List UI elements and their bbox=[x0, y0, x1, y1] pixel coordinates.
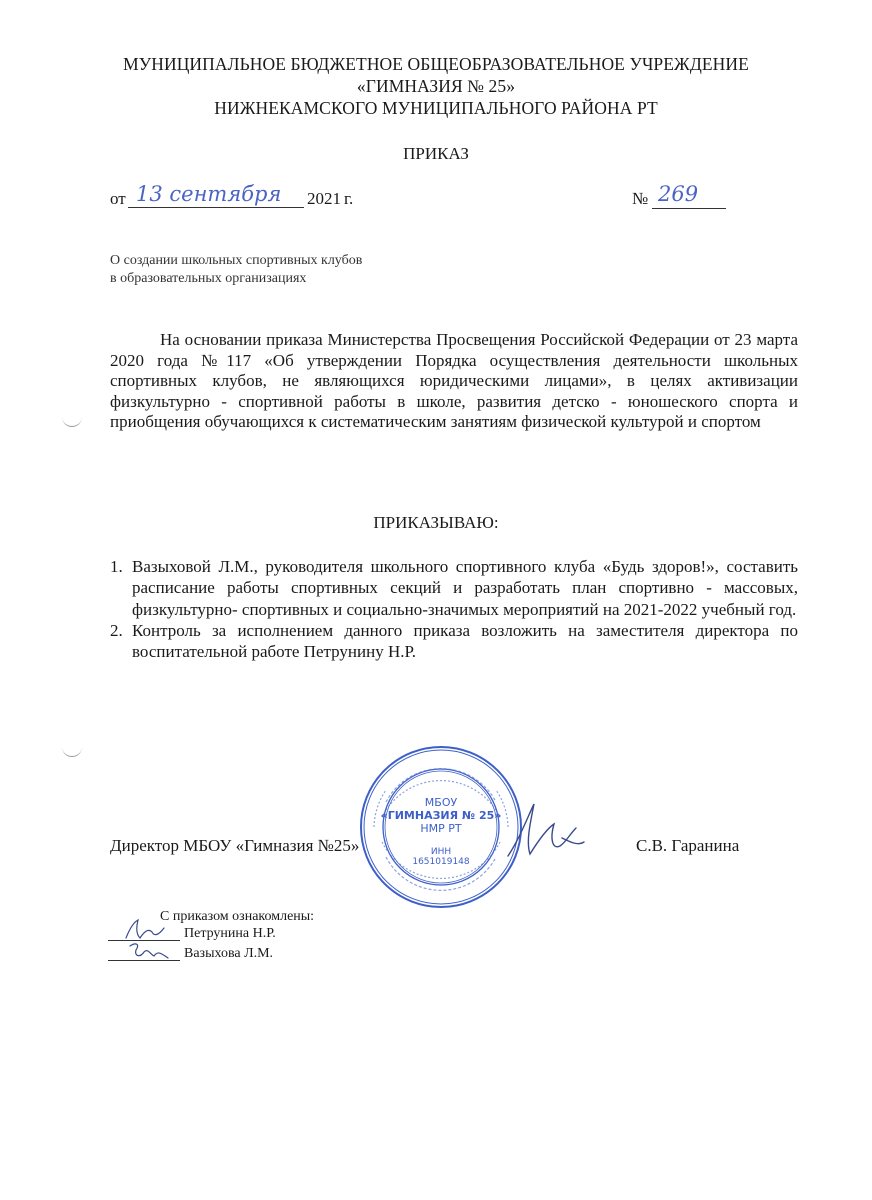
list-item bbox=[110, 556, 798, 620]
stamp-line3: НМР РТ bbox=[420, 822, 462, 835]
director-signature bbox=[500, 798, 590, 868]
stamp-line4: ИНН bbox=[430, 847, 452, 857]
signatory-position: Директор МБОУ «Гимназия №25» bbox=[110, 836, 360, 855]
stamp-line1: МБОУ bbox=[424, 796, 458, 809]
org-name-line3: НИЖНЕКАМСКОГО МУНИЦИПАЛЬНОГО РАЙОНА РТ bbox=[214, 98, 658, 118]
org-name-line2: «ГИМНАЗИЯ № 25» bbox=[356, 76, 516, 96]
list-item-text: Контроль за исполнением данного приказа возложить на заместителя директора по воспитательной работе Петрунину Н.Р. bbox=[132, 620, 798, 662]
date-prefix: от bbox=[110, 189, 126, 208]
number-label: № bbox=[632, 189, 649, 208]
subject-line2: в образовательных организациях bbox=[110, 271, 307, 286]
number-handwritten: 269 bbox=[658, 182, 699, 206]
acknowledgement-heading: С приказом ознакомлены: bbox=[160, 909, 315, 924]
org-name-line1: МУНИЦИПАЛЬНОЕ БЮДЖЕТНОЕ ОБЩЕОБРАЗОВАТЕЛЬНОЕ УЧРЕЖДЕНИЕ bbox=[123, 54, 749, 74]
order-heading: ПРИКАЗЫВАЮ: bbox=[373, 513, 499, 532]
stamp-line5: 1651019148 bbox=[412, 857, 470, 867]
subject-line1: О создании школьных спортивных клубов bbox=[110, 253, 363, 268]
list-item-text: Вазыховой Л.М., руководителя школьного спортивного клуба «Будь здоров!», составить расписание работы спортивных секций и разработать план спортивно - массовых, физкультурно- спортивных и социально-значимых мероприятий на 2021-2022 учебный год. bbox=[132, 557, 798, 619]
date-year: 2021 bbox=[307, 189, 341, 208]
number-underline bbox=[652, 208, 726, 209]
acknowledger-name: Петрунина Н.Р. bbox=[184, 926, 276, 941]
date-underline bbox=[128, 207, 304, 208]
list-item-number: 2. bbox=[110, 620, 123, 640]
margin-mark bbox=[62, 416, 82, 427]
list-item-number: 1. bbox=[110, 557, 123, 576]
date-handwritten: 13 сентября bbox=[136, 182, 282, 206]
acknowledger-name: Вазыхова Л.М. bbox=[184, 946, 274, 961]
stamp-line2: «ГИМНАЗИЯ № 25» bbox=[380, 809, 502, 822]
order-items-list bbox=[110, 556, 798, 662]
acknowledgement-row bbox=[108, 940, 368, 966]
date-suffix: г. bbox=[344, 189, 354, 208]
document-type: ПРИКАЗ bbox=[403, 144, 469, 163]
handwritten-signature bbox=[126, 938, 176, 964]
signatory-name: С.В. Гаранина bbox=[636, 836, 740, 855]
date-line bbox=[110, 182, 370, 214]
list-item bbox=[110, 620, 798, 663]
preamble-paragraph: На основании приказа Министерства Просвещения Российской Федерации от 23 марта 2020 года №117 «Об утверждении Порядка осуществления деятельности школьных спортивных клубов, не являющихся юридическими лицами», в целях активизации физкультурно - спортивной работы в школе, развития детско - юношеского спорта и приобщения обучающихся к систематическим занятиям физической культурой и спортом bbox=[110, 330, 798, 431]
margin-mark bbox=[62, 746, 82, 757]
number-line bbox=[632, 182, 742, 214]
